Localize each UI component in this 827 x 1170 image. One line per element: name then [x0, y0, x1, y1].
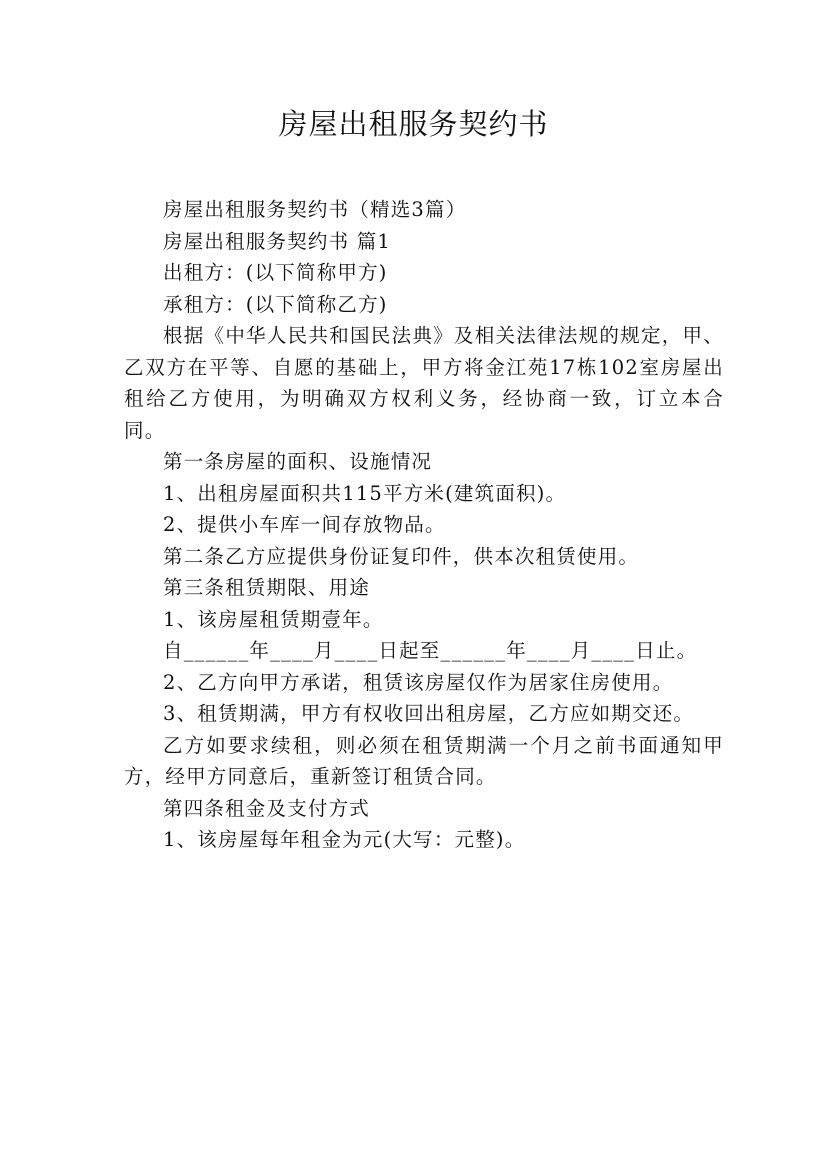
paragraph: 2、乙方向甲方承诺，租赁该房屋仅作为居家住房使用。 [163, 670, 674, 694]
document-title: 房屋出租服务契约书 [278, 107, 549, 141]
paragraph: 房屋出租服务契约书（精选3篇） [163, 198, 467, 221]
paragraph: 3、租赁期满，甲方有权收回出租房屋，乙方应如期交还。 [163, 702, 695, 725]
paragraph: 自______年____月____日起至______年____月____日止。 [163, 639, 698, 662]
paragraph: 乙方如要求续租，则必须在租赁期满一个月之前书面通知甲方，经甲方同意后，重新签订租赁合同。 [124, 733, 724, 788]
paragraph: 出租方：(以下简称甲方) [163, 261, 388, 284]
paragraph: 1、该房屋每年租金为元(大写：元整)。 [163, 828, 526, 851]
paragraph: 2、提供小车库一间存放物品。 [163, 513, 446, 536]
paragraph: 第四条租金及支付方式 [163, 796, 371, 820]
paragraph: 房屋出租服务契约书 篇1 [163, 229, 392, 253]
paragraph: 承租方：(以下简称乙方) [163, 292, 388, 316]
document-body [124, 194, 724, 856]
paragraph: 第二条乙方应提供身份证复印件，供本次租赁使用。 [163, 544, 640, 568]
paragraph: 第一条房屋的面积、设施情况 [163, 450, 433, 473]
paragraph: 第三条租赁期限、用途 [163, 576, 371, 599]
paragraph: 1、出租房屋面积共115平方米(建筑面积)。 [163, 481, 567, 505]
paragraph: 1、该房屋租赁期壹年。 [163, 607, 384, 631]
paragraph: 根据《中华人民共和国民法典》及相关法律法规的规定，甲、乙双方在平等、自愿的基础上，甲方将金江苑17栋102室房屋出租给乙方使用，为明确双方权利义务，经协商一致，订立本合同。 [124, 324, 724, 442]
